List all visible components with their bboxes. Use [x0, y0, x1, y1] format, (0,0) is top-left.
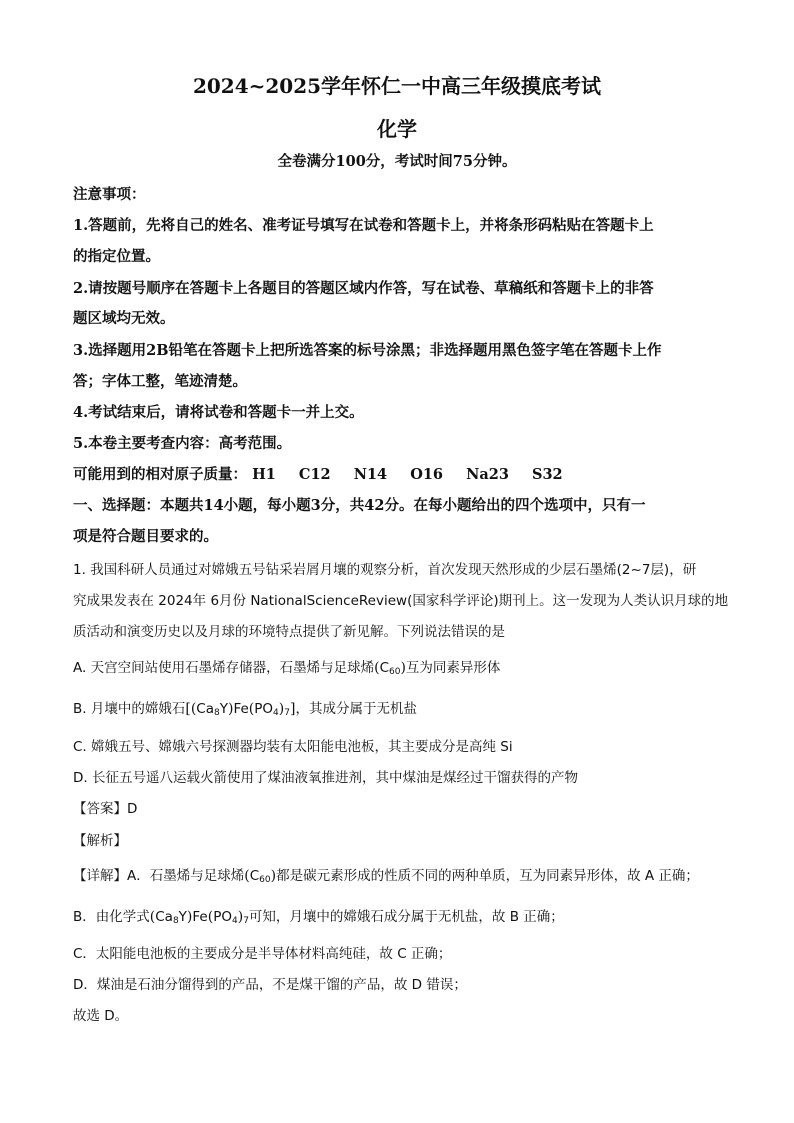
option-a-tail: 互为同素异形体 [405, 660, 501, 676]
atomic-mass-c: C12 [298, 466, 331, 483]
detail-a: 【详解】A．石墨烯与足球烯$(C_{60})$都是碳元素形成的性质不同的两种单质，互为同素异形体，故 A 正确； [73, 868, 699, 885]
atomic-mass-line [73, 463, 563, 484]
note-item-5: 5.本卷主要考查内容：高考范围。 [73, 435, 292, 452]
detail-c: C．太阳能电池板的主要成分是半导体材料高纯硅，故 C 正确； [73, 946, 452, 962]
detail-formula-c60: $C_{60}$ [249, 868, 271, 885]
option-b-tail: ，其成分属于无机盐 [295, 701, 417, 717]
exam-title: 2024~2025学年怀仁一中高三年级摸底考试 [192, 74, 602, 98]
exam-meta: 全卷满分100分，考试时间75分钟。 [277, 153, 517, 170]
question-1-stem-line-1: 1. 我国科研人员通过对嫦娥五号钻采岩屑月壤的观察分析，首次发现天然形成的少层石墨烯(2~7层)，研 [73, 562, 697, 578]
option-a: A. 天宫空间站使用石墨烯存储器，石墨烯与足球烯$(C_{60})$互为同素异形体 [73, 660, 501, 677]
notes-heading: 注意事项： [73, 186, 146, 203]
option-a-text: A. 天宫空间站使用石墨烯存储器，石墨烯与足球烯 [73, 660, 375, 676]
analysis-label: 【解析】 [73, 833, 127, 849]
option-c: C. 嫦娥五号、嫦娥六号探测器均装有太阳能电池板，其主要成分是高纯 Si [73, 739, 513, 755]
detail-d: D．煤油是石油分馏得到的产品，不是煤干馏的产品，故 D 错误； [73, 977, 467, 993]
conclusion: 故选 D。 [73, 1008, 129, 1024]
formula-c60: $C_{60}$ [379, 660, 401, 677]
section-heading-line-2: 项是符合题目要求的。 [73, 528, 218, 545]
question-1-stem-line-3: 质活动和演变历史以及月球的环境特点提供了新见解。下列说法错误的是 [73, 624, 505, 640]
note-item-4: 4.考试结束后，请将试卷和答题卡一并上交。 [73, 404, 364, 421]
detail-formula-mineral: $Ca_8Y)Fe(PO_4)_7$ [155, 909, 249, 926]
answer-label: 【答案】D [73, 801, 138, 817]
detail-a-tail: 都是碳元素形成的性质不同的两种单质，互为同素异形体，故 A 正确； [276, 868, 699, 884]
option-b: B. 月壤中的嫦娥石$[(Ca_8Y)Fe(PO_4)_7]$，其成分属于无机盐 [73, 701, 417, 718]
subject-title: 化学 [377, 117, 417, 141]
option-b-text: B. 月壤中的嫦娥石 [73, 701, 186, 717]
atomic-mass-n: N14 [353, 466, 388, 483]
note-item-2-line-2: 题区域均无效。 [73, 310, 175, 327]
detail-b: B．由化学式$(Ca_8Y)Fe(PO_4)_7$可知，月壤中的嫦娥石成分属于无机盐，故 B 正确； [73, 909, 564, 926]
atomic-mass-na: Na23 [466, 466, 509, 483]
atomic-mass-s: S32 [531, 466, 563, 483]
question-1-stem-line-2: 究成果发表在 2024年 6月份 NationalScienceReview(国家科学评论)期刊上。这一发现为人类认识月球的地 [73, 593, 729, 609]
note-item-1-line-2: 的指定位置。 [73, 248, 160, 265]
detail-b-tail: 可知，月壤中的嫦娥石成分属于无机盐，故 B 正确； [248, 909, 564, 925]
note-item-3-line-2: 答；字体工整，笔迹清楚。 [73, 373, 247, 390]
detail-a-text: 【详解】A．石墨烯与足球烯 [73, 868, 245, 884]
option-d: D. 长征五号遥八运载火箭使用了煤油液氧推进剂，其中煤油是煤经过干馏获得的产物 [73, 770, 578, 786]
section-heading-line-1: 一、选择题：本题共14小题，每小题3分，共42分。在每小题给出的四个选项中，只有一 [73, 497, 646, 514]
note-item-3-line-1: 3.选择题用2B铅笔在答题卡上把所选答案的标号涂黑；非选择题用黑色签字笔在答题卡上作 [73, 342, 662, 359]
detail-b-text: B．由化学式 [73, 909, 150, 925]
note-item-2-line-1: 2.请按题号顺序在答题卡上各题目的答题区域内作答，写在试卷、草稿纸和答题卡上的非答 [73, 280, 654, 297]
atomic-mass-label: 可能用到的相对原子质量： [73, 466, 247, 483]
note-item-1-line-1: 1.答题前，先将自己的姓名、准考证号填写在试卷和答题卡上，并将条形码粘贴在答题卡上 [73, 217, 654, 234]
formula-mineral: $Ca_8Y)Fe(PO_4)_7$ [196, 701, 290, 718]
atomic-mass-o: O16 [410, 466, 444, 483]
atomic-mass-h: H1 [252, 466, 276, 483]
